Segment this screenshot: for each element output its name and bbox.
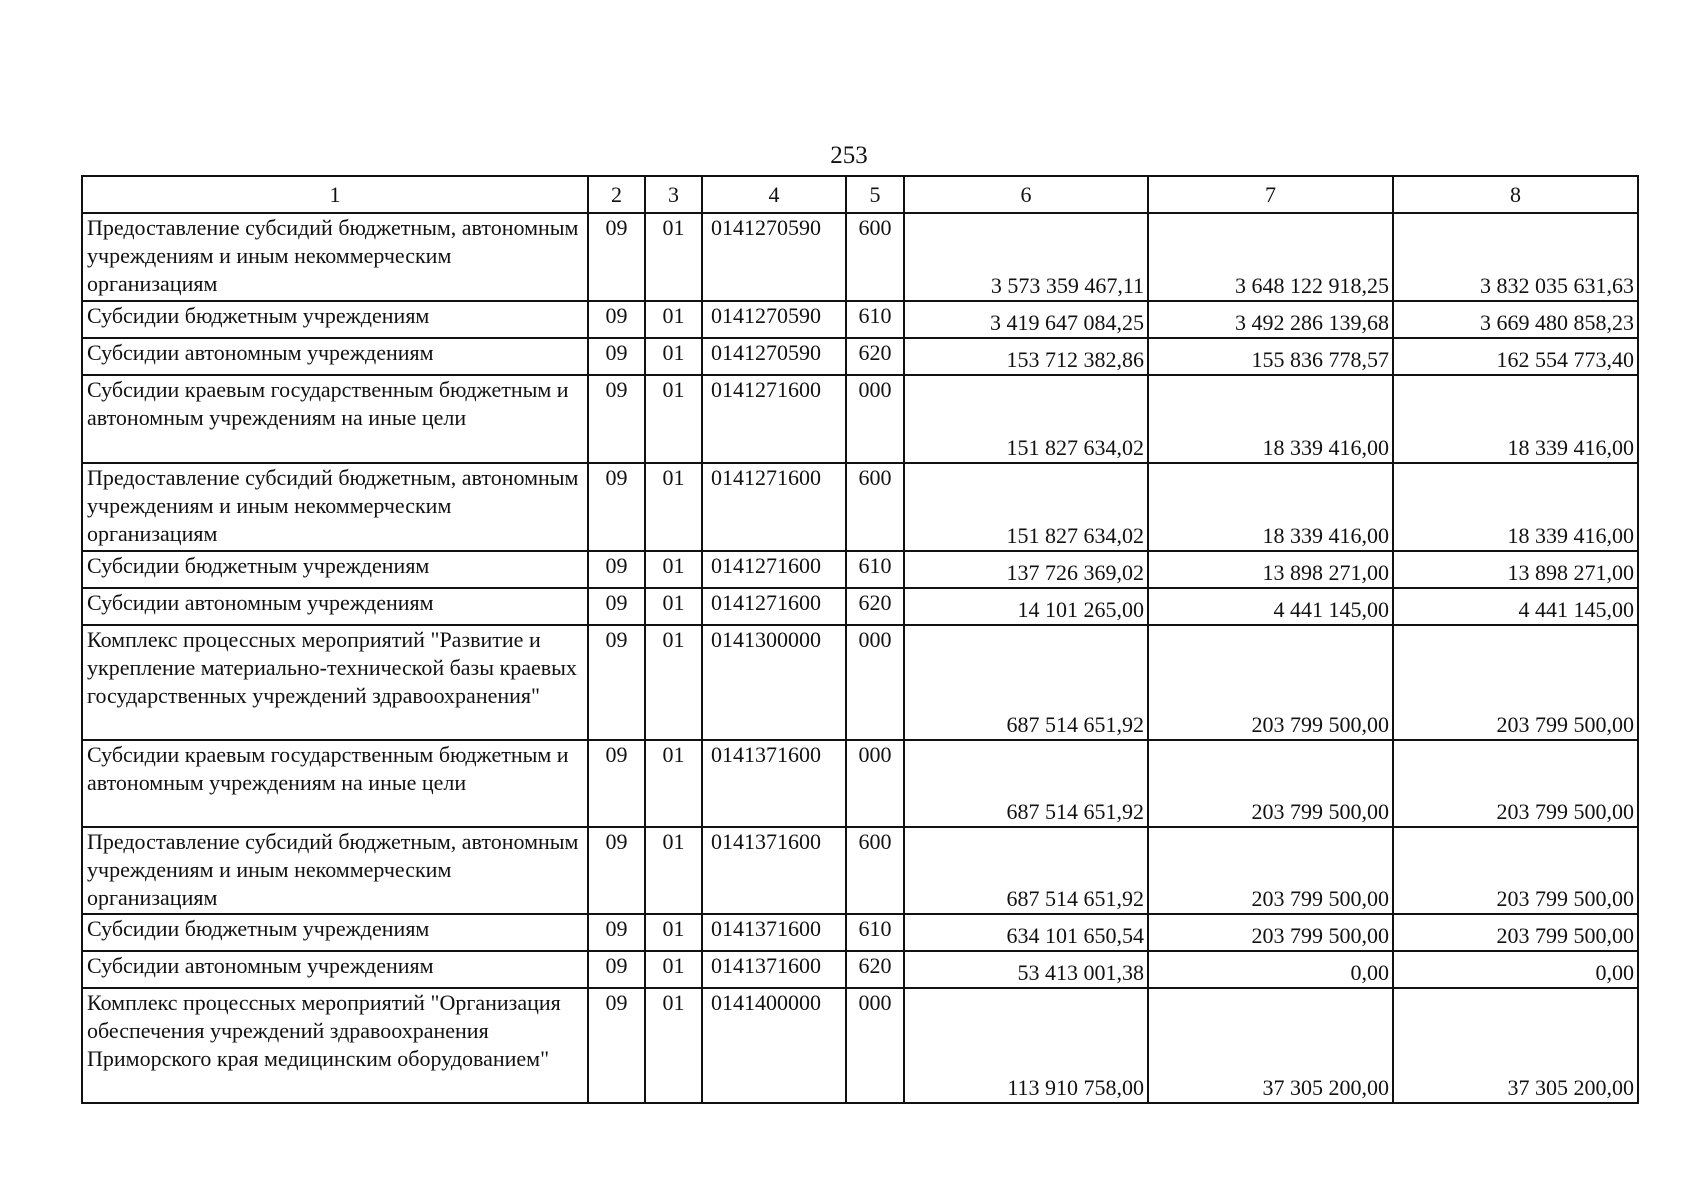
item-name: Субсидии краевым государственным бюджетным и автономным учреждениям на иные цели — [82, 375, 588, 463]
expense-type-code: 620 — [846, 951, 904, 988]
amount-col7: 203 799 500,00 — [1148, 625, 1393, 740]
amount-col7: 3 648 122 918,25 — [1148, 213, 1393, 301]
amount-col8: 203 799 500,00 — [1393, 625, 1638, 740]
subsection-code: 01 — [645, 827, 702, 914]
expense-type-code: 620 — [846, 338, 904, 375]
section-code: 09 — [588, 338, 645, 375]
target-article-code: 0141271600 — [702, 463, 846, 551]
table-row — [82, 740, 1638, 827]
expense-type-code: 000 — [846, 988, 904, 1103]
subsection-code: 01 — [645, 740, 702, 827]
header-cell: 8 — [1393, 176, 1638, 213]
subsection-code: 01 — [645, 301, 702, 338]
expense-type-code: 000 — [846, 375, 904, 463]
section-code: 09 — [588, 463, 645, 551]
table-row — [82, 213, 1638, 301]
expense-type-code: 610 — [846, 301, 904, 338]
section-code: 09 — [588, 375, 645, 463]
subsection-code: 01 — [645, 338, 702, 375]
table-row — [82, 827, 1638, 914]
expense-type-code: 610 — [846, 551, 904, 588]
target-article-code: 0141270590 — [702, 338, 846, 375]
amount-col8: 4 441 145,00 — [1393, 588, 1638, 625]
amount-col7: 0,00 — [1148, 951, 1393, 988]
section-code: 09 — [588, 588, 645, 625]
amount-col6: 151 827 634,02 — [904, 463, 1148, 551]
target-article-code: 0141271600 — [702, 588, 846, 625]
table-row — [82, 338, 1638, 375]
amount-col6: 687 514 651,92 — [904, 625, 1148, 740]
header-cell: 1 — [82, 176, 588, 213]
amount-col7: 203 799 500,00 — [1148, 740, 1393, 827]
amount-col6: 3 573 359 467,11 — [904, 213, 1148, 301]
section-code: 09 — [588, 827, 645, 914]
expense-type-code: 600 — [846, 463, 904, 551]
expense-type-code: 620 — [846, 588, 904, 625]
header-cell: 5 — [846, 176, 904, 213]
amount-col7: 3 492 286 139,68 — [1148, 301, 1393, 338]
target-article-code: 0141371600 — [702, 951, 846, 988]
table-row — [82, 301, 1638, 338]
header-row — [82, 176, 1638, 213]
section-code: 09 — [588, 988, 645, 1103]
amount-col7: 18 339 416,00 — [1148, 463, 1393, 551]
section-code: 09 — [588, 625, 645, 740]
amount-col6: 3 419 647 084,25 — [904, 301, 1148, 338]
section-code: 09 — [588, 301, 645, 338]
amount-col8: 203 799 500,00 — [1393, 914, 1638, 951]
amount-col7: 18 339 416,00 — [1148, 375, 1393, 463]
amount-col6: 14 101 265,00 — [904, 588, 1148, 625]
amount-col8: 3 669 480 858,23 — [1393, 301, 1638, 338]
table-row — [82, 914, 1638, 951]
target-article-code: 0141371600 — [702, 914, 846, 951]
amount-col6: 137 726 369,02 — [904, 551, 1148, 588]
item-name: Комплекс процессных мероприятий "Организация обеспечения учреждений здравоохранения Приморского края медицинским оборудованием" — [82, 988, 588, 1103]
item-name: Субсидии автономным учреждениям — [82, 588, 588, 625]
item-name: Субсидии бюджетным учреждениям — [82, 551, 588, 588]
section-code: 09 — [588, 951, 645, 988]
amount-col8: 203 799 500,00 — [1393, 740, 1638, 827]
table-row — [82, 588, 1638, 625]
amount-col8: 0,00 — [1393, 951, 1638, 988]
item-name: Субсидии бюджетным учреждениям — [82, 914, 588, 951]
item-name: Предоставление субсидий бюджетным, автономным учреждениям и иным некоммерческим организациям — [82, 827, 588, 914]
item-name: Комплекс процессных мероприятий "Развитие и укрепление материально-технической базы краевых государственных учреждений здравоохранения" — [82, 625, 588, 740]
target-article-code: 0141371600 — [702, 740, 846, 827]
subsection-code: 01 — [645, 951, 702, 988]
section-code: 09 — [588, 740, 645, 827]
section-code: 09 — [588, 213, 645, 301]
item-name: Субсидии краевым государственным бюджетным и автономным учреждениям на иные цели — [82, 740, 588, 827]
amount-col6: 113 910 758,00 — [904, 988, 1148, 1103]
amount-col8: 13 898 271,00 — [1393, 551, 1638, 588]
budget-table — [81, 175, 1639, 1104]
expense-type-code: 000 — [846, 625, 904, 740]
amount-col8: 18 339 416,00 — [1393, 375, 1638, 463]
header-cell: 7 — [1148, 176, 1393, 213]
header-cell: 3 — [645, 176, 702, 213]
amount-col6: 53 413 001,38 — [904, 951, 1148, 988]
amount-col6: 151 827 634,02 — [904, 375, 1148, 463]
target-article-code: 0141300000 — [702, 625, 846, 740]
amount-col8: 3 832 035 631,63 — [1393, 213, 1638, 301]
subsection-code: 01 — [645, 213, 702, 301]
expense-type-code: 600 — [846, 827, 904, 914]
amount-col7: 4 441 145,00 — [1148, 588, 1393, 625]
target-article-code: 0141271600 — [702, 375, 846, 463]
table-row — [82, 551, 1638, 588]
amount-col7: 155 836 778,57 — [1148, 338, 1393, 375]
subsection-code: 01 — [645, 588, 702, 625]
target-article-code: 0141270590 — [702, 213, 846, 301]
expense-type-code: 000 — [846, 740, 904, 827]
table-row — [82, 625, 1638, 740]
target-article-code: 0141271600 — [702, 551, 846, 588]
amount-col6: 687 514 651,92 — [904, 740, 1148, 827]
target-article-code: 0141270590 — [702, 301, 846, 338]
amount-col8: 37 305 200,00 — [1393, 988, 1638, 1103]
amount-col6: 153 712 382,86 — [904, 338, 1148, 375]
expense-type-code: 600 — [846, 213, 904, 301]
header-cell: 6 — [904, 176, 1148, 213]
table-row — [82, 988, 1638, 1103]
subsection-code: 01 — [645, 625, 702, 740]
amount-col7: 203 799 500,00 — [1148, 827, 1393, 914]
subsection-code: 01 — [645, 375, 702, 463]
section-code: 09 — [588, 551, 645, 588]
item-name: Предоставление субсидий бюджетным, автономным учреждениям и иным некоммерческим организациям — [82, 463, 588, 551]
item-name: Субсидии бюджетным учреждениям — [82, 301, 588, 338]
subsection-code: 01 — [645, 551, 702, 588]
amount-col7: 37 305 200,00 — [1148, 988, 1393, 1103]
page-number: 253 — [830, 142, 868, 169]
table-row — [82, 951, 1638, 988]
item-name: Субсидии автономным учреждениям — [82, 338, 588, 375]
section-code: 09 — [588, 914, 645, 951]
subsection-code: 01 — [645, 988, 702, 1103]
header-cell: 4 — [702, 176, 846, 213]
target-article-code: 0141400000 — [702, 988, 846, 1103]
item-name: Предоставление субсидий бюджетным, автономным учреждениям и иным некоммерческим организациям — [82, 213, 588, 301]
amount-col7: 13 898 271,00 — [1148, 551, 1393, 588]
item-name: Субсидии автономным учреждениям — [82, 951, 588, 988]
table-row — [82, 463, 1638, 551]
amount-col6: 634 101 650,54 — [904, 914, 1148, 951]
subsection-code: 01 — [645, 463, 702, 551]
expense-type-code: 610 — [846, 914, 904, 951]
amount-col6: 687 514 651,92 — [904, 827, 1148, 914]
amount-col8: 203 799 500,00 — [1393, 827, 1638, 914]
target-article-code: 0141371600 — [702, 827, 846, 914]
table-row — [82, 375, 1638, 463]
subsection-code: 01 — [645, 914, 702, 951]
header-cell: 2 — [588, 176, 645, 213]
amount-col8: 18 339 416,00 — [1393, 463, 1638, 551]
amount-col7: 203 799 500,00 — [1148, 914, 1393, 951]
amount-col8: 162 554 773,40 — [1393, 338, 1638, 375]
